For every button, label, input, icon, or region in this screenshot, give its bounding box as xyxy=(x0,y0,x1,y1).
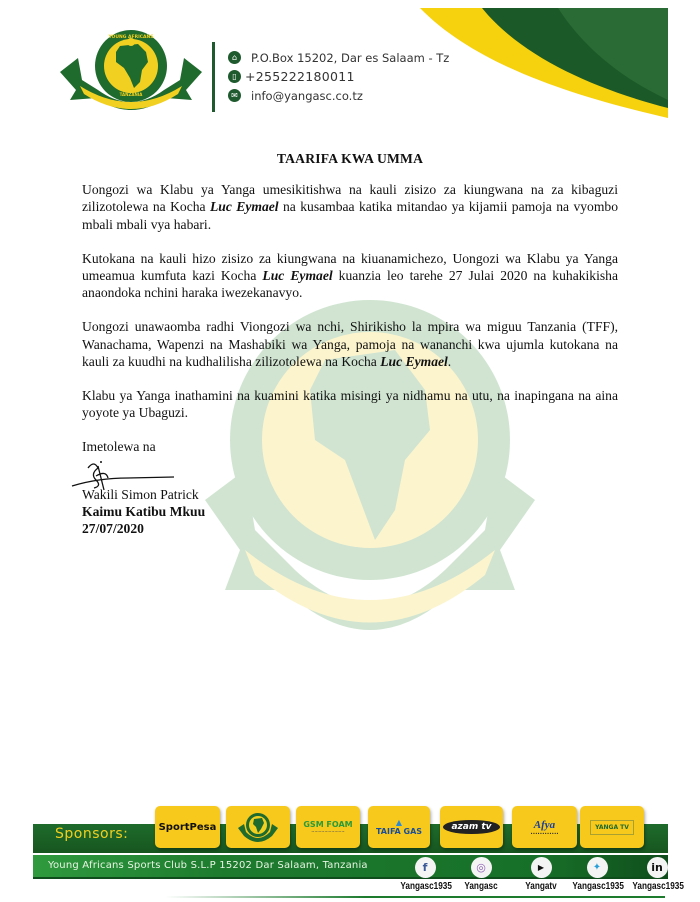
youtube-icon[interactable]: ▶ xyxy=(531,857,552,878)
sponsor-gsm-foam[interactable]: GSM FOAM ~~~~~~~~~~ xyxy=(296,806,360,848)
paragraph-4: Klabu ya Yanga inathamini na kuamini katika misingi ya nidhamu na utu, na inapingana na aina yoyote ya Ubaguzi. xyxy=(82,388,618,421)
footer-address: Young Africans Sports Club S.L.P 15202 Dar Salaam, Tanzania xyxy=(48,860,368,871)
instagram-icon[interactable]: ◎ xyxy=(471,857,492,878)
home-icon: ⌂ xyxy=(228,51,241,64)
press-release xyxy=(82,150,618,537)
linkedin-handle[interactable]: Yangasc1935 xyxy=(632,881,684,892)
document-title: TAARIFA KWA UMMA xyxy=(276,151,424,166)
youtube-handle[interactable]: Yangatv xyxy=(525,881,557,892)
social-linkedin[interactable] xyxy=(627,857,687,892)
sponsor-sportpesa[interactable]: SportPesa xyxy=(155,806,220,848)
paragraph-2: Kutokana na kauli hizo zisizo za kiungwana na kiuanamichezo, Uongozi wa Klabu ya Yanga umeamua kumfuta kazi Kocha Luc Eymael kuanzia leo tarehe 27 Julai 2020 na kuhakikisha anaondoka nchini haraka iwezekanavyo. xyxy=(82,250,618,301)
contact-address xyxy=(228,48,449,67)
signer-title: Kaimu Katibu Mkuu xyxy=(82,503,206,519)
coach-name: Luc Eymael xyxy=(380,353,448,369)
club-crest-logo xyxy=(58,28,204,114)
sponsor-afya[interactable]: Afya •••••••••••• xyxy=(512,806,577,848)
signer-name: Wakili Simon Patrick xyxy=(82,486,199,502)
twitter-icon[interactable]: ✦ xyxy=(587,857,608,878)
coach-name: Luc Eymael xyxy=(262,268,333,284)
signed-date: 27/07/2020 xyxy=(82,521,144,537)
paragraph-1: Uongozi wa Klabu ya Yanga umesikitishwa na kauli zisizo za kiungwana na za kibaguzi zilizotolewa na Kocha Luc Eymael na kusambaa katika mitandao ya kijamii pamoja na vyombo mbali mbali vya habari. xyxy=(82,182,619,232)
paragraph-3: Uongozi unawaomba radhi Viongozi wa nchi, Shirikisho la mpira wa miguu Tanzania (TFF), Wanachama, Wapenzi na Mashabiki wa Yanga, pamoja na wananchi kwa ujumla kutokana na kauli za kuudhi na kudhalilisha zilizotolewa na Kocha Luc Eymael. xyxy=(82,319,618,369)
social-instagram[interactable] xyxy=(451,857,511,892)
sponsor-club-crest[interactable] xyxy=(226,806,290,848)
sponsor-yanga-tv[interactable]: YANGA TV xyxy=(580,806,644,848)
footer-bottom-line xyxy=(165,896,665,898)
contact-address-text: P.O.Box 15202, Dar es Salaam - Tz xyxy=(251,50,450,65)
facebook-icon[interactable]: f xyxy=(415,857,436,878)
phone-icon: ▯ xyxy=(228,70,241,83)
contact-info xyxy=(228,48,449,105)
sponsors-label: Sponsors: xyxy=(55,826,129,842)
flame-icon: ▲ xyxy=(395,818,403,827)
contact-email[interactable] xyxy=(228,86,449,105)
club-crest-icon xyxy=(236,810,280,844)
contact-email-text[interactable]: info@yangasc.co.tz xyxy=(251,88,363,103)
social-youtube[interactable] xyxy=(511,857,571,892)
header-divider xyxy=(212,42,215,112)
contact-phone xyxy=(228,67,449,86)
facebook-handle[interactable]: Yangasc1935 xyxy=(400,881,452,892)
instagram-handle[interactable]: Yangasc xyxy=(464,881,498,892)
mail-icon: ✉ xyxy=(228,89,241,102)
sponsor-azam-tv[interactable]: azam tv xyxy=(440,806,503,848)
sponsor-taifa-gas[interactable]: ▲ TAIFA GAS xyxy=(368,806,430,848)
linkedin-icon[interactable]: in xyxy=(647,857,668,878)
twitter-handle[interactable]: Yangasc1935 xyxy=(572,881,624,892)
crest-country-text: TANZANIA xyxy=(119,92,143,97)
coach-name: Luc Eymael xyxy=(209,199,279,215)
social-facebook[interactable] xyxy=(395,857,455,892)
contact-phone-text: +255222180011 xyxy=(245,69,355,84)
issued-by-label: Imetolewa na xyxy=(82,439,156,455)
crest-top-text: YOUNG AFRICANS xyxy=(108,35,154,40)
social-twitter[interactable] xyxy=(567,857,627,892)
